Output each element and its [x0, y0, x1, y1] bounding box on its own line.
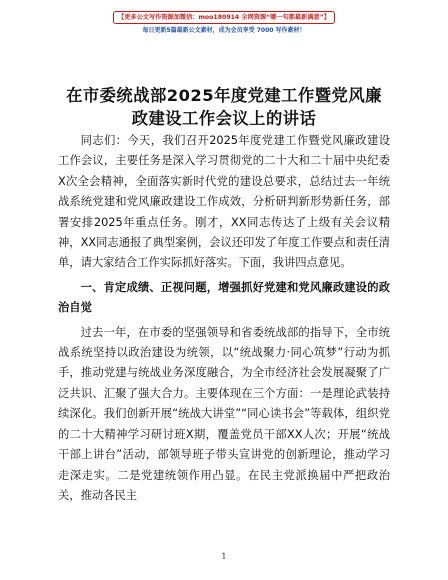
promo-banner	[60, 4, 388, 35]
promo-banner-line2: 每日更新5篇最新公文素材，成为会员享受 7000 写作素材！	[142, 27, 306, 34]
opening-paragraph: 同志们：今天，我们召开2025年度党建工作暨党风廉政建设工作会议，主要任务是深入学习贯彻党的二十大和二十届中央纪委X次全会精神，全面落实新时代党的建设总要求，总结过去一年统战系统党建和党风廉政建设工作成效，分析研判新形势新任务，部署安排2025年重点任务。刚才，XX同志传达了上级有关会议精神，XX同志通报了典型案例，会议还印发了年度工作要点和责任清单，请大家结合工作实际抓好落实。下面，我讲四点意见。	[58, 134, 390, 270]
document-body	[58, 131, 390, 506]
section-heading-1: 一、肯定成绩、正视问题，增强抓好党建和党风廉政建设的政治自觉	[58, 280, 390, 315]
page-number: 1	[221, 552, 227, 562]
document-title: 在市委统战部2025年度党建工作暨党风廉政建设工作会议上的讲话	[66, 86, 382, 128]
promo-banner-line1: 【更多公文写作资源加微信：moo180914 全网资源“哪一句都最新满意”】	[113, 11, 335, 24]
section-1-paragraph: 过去一年，在市委的坚强领导和省委统战部的指导下，全市统战系统坚持以政治建设为统领，以“统战聚力·同心筑梦”行动为抓手，推动党建与统战业务深度融合，为全市经济社会发展凝聚了广泛共识、汇聚了强大合力。主要体现在三个方面：一是理论武装持续深化。我们创新开展“统战大讲堂”“同心读书会”等载体，组织党的二十大精神学习研讨班X期，覆盖党员干部XX人次；开展“统战干部上讲台”活动，部领导班子带头宣讲党的创新理论，推动学习走深走实。二是党建统领作用凸显。在民主党派换届中严把政治关，推动各民主	[58, 325, 390, 502]
